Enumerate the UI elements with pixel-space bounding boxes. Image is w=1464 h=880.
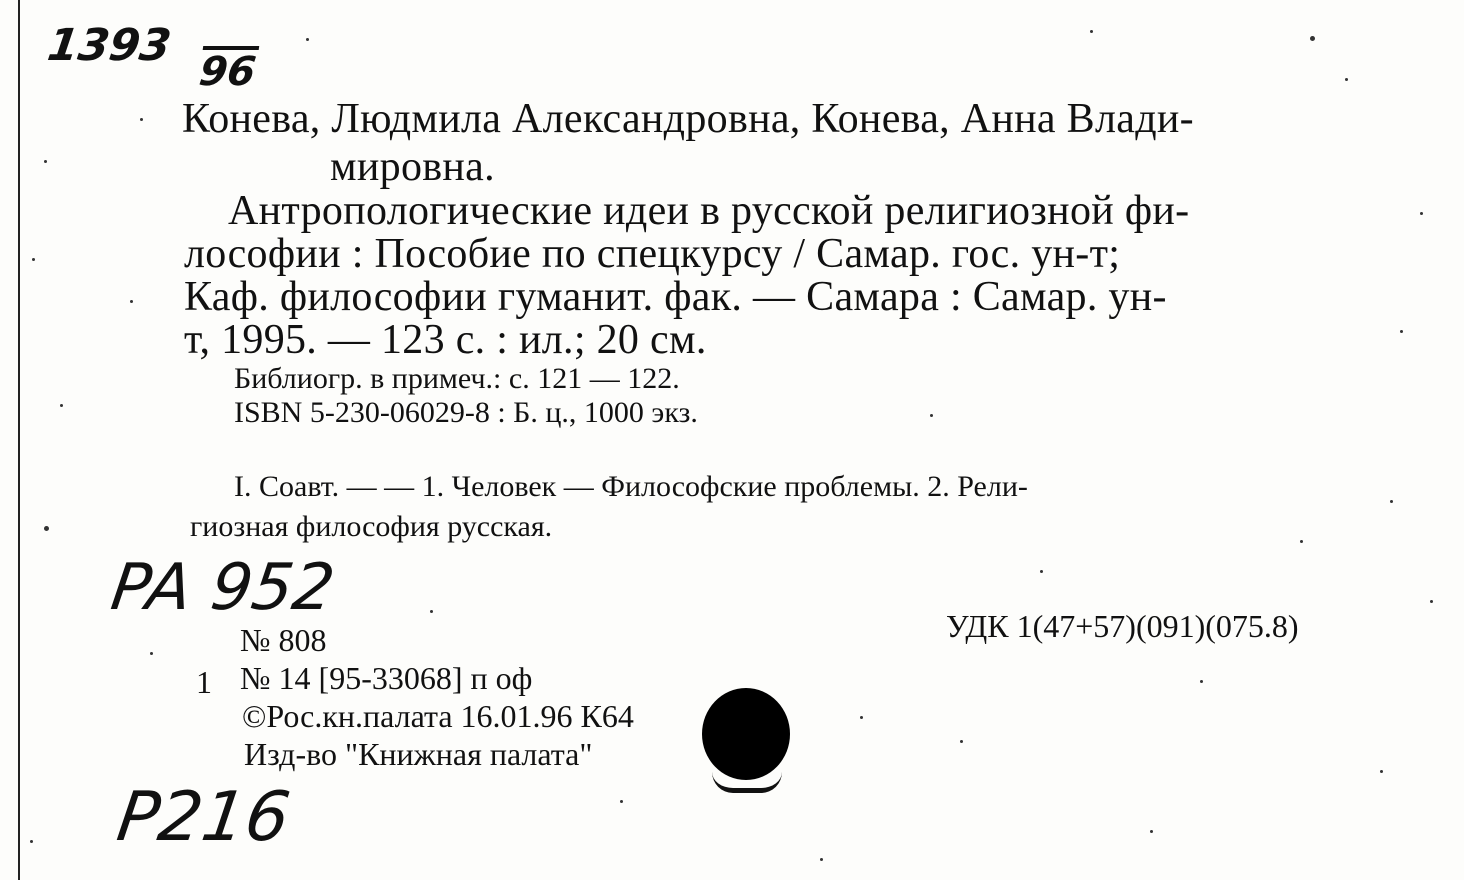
handwritten-top-number: 1393 <box>44 20 175 71</box>
authors-line-2: мировна. <box>330 144 495 190</box>
registration-entry: № 14 [95-33068] п оф <box>240 660 533 696</box>
publisher-line: Изд-во "Книжная палата" <box>244 736 593 772</box>
punch-hole-shadow <box>712 772 782 793</box>
title-line-3: Каф. философии гуманит. фак. — Самара : Самар. ун- <box>184 274 1167 320</box>
subjects-line-2: гиозная философия русская. <box>190 510 553 543</box>
card-left-edge <box>18 0 20 880</box>
punch-hole <box>702 688 790 780</box>
title-line-1: Антропологические идеи в русской религиозной фи- <box>228 188 1190 234</box>
isbn-line: ISBN 5-230-06029-8 : Б. ц., 1000 экз. <box>234 396 698 429</box>
bibliography-note: Библиогр. в примеч.: с. 121 — 122. <box>234 362 680 395</box>
title-line-4: т, 1995. — 123 с. : ил.; 20 см. <box>184 317 707 363</box>
copyright-line: ©Рос.кн.палата 16.01.96 К64 <box>242 698 634 734</box>
handwritten-shelf-mark: PA 952 <box>106 551 339 625</box>
handwritten-top-year: 96 <box>197 46 259 92</box>
handwritten-bottom-mark: P216 <box>112 778 295 857</box>
udk-code: УДК 1(47+57)(091)(075.8) <box>946 608 1299 644</box>
authors-line-1: Конева, Людмила Александровна, Конева, Анна Влади- <box>182 96 1194 142</box>
subjects-line-1: I. Соавт. — — 1. Человек — Философские проблемы. 2. Рели- <box>234 470 1028 503</box>
title-line-2: лософии : Пособие по спецкурсу / Самар. гос. ун-т; <box>184 231 1121 277</box>
card-number: № 808 <box>240 622 327 658</box>
copies-count: 1 <box>196 664 212 700</box>
